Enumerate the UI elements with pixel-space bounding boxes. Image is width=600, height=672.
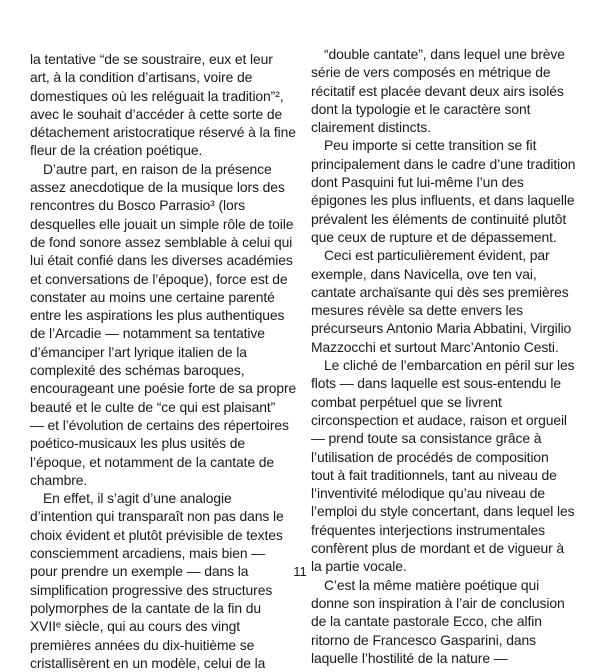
text-line: cantate archaïsante qui dès ses premières bbox=[311, 283, 569, 300]
text-line: épigones les plus influents, et dans laquelle bbox=[311, 192, 575, 209]
text-line: premières années du dix-huitième se bbox=[30, 636, 255, 653]
text-line: Le cliché de l’embarcation en péril sur les bbox=[324, 357, 575, 374]
text-line: choix évident et plutôt prévisible de textes bbox=[30, 526, 283, 543]
text-line: la partie vocale. bbox=[311, 558, 407, 575]
text-line: — et l’évolution de certains des répertoires bbox=[30, 416, 289, 433]
text-line: principalement dans le cadre d’une tradition bbox=[311, 155, 576, 172]
text-line: Ceci est particulièrement évident, par bbox=[324, 247, 550, 264]
page-number: 11 bbox=[293, 564, 307, 579]
text-line: de l’Arcadie — notamment sa tentative bbox=[30, 325, 265, 342]
text-line: de fond sonore assez semblable à celui qui bbox=[30, 233, 293, 250]
text-line: d’émanciper l’art lyrique italien de la bbox=[30, 343, 247, 360]
text-line: C’est la même matière poétique qui bbox=[324, 576, 540, 593]
text-line: desquelles elle jouait un simple rôle de toile bbox=[30, 215, 294, 232]
text-line: constater au moins une certaine parenté bbox=[30, 288, 275, 305]
text-line: consciemment arcadiens, mais bien — bbox=[30, 545, 266, 562]
text-line: entre les aspirations les plus authentiques bbox=[30, 307, 285, 324]
text-line: l’époque, et notamment de la cantate de bbox=[30, 453, 274, 470]
text-line: En effet, il s’agit d’une analogie bbox=[43, 490, 232, 507]
text-line: art, à la condition d’artisans, voire de bbox=[30, 69, 253, 86]
text-line: récitatif est placée devant deux airs isolés bbox=[311, 82, 564, 99]
text-line: l’emploi du style concertant, dans lequel les bbox=[311, 503, 575, 520]
text-line: D’autre part, en raison de la présence bbox=[43, 160, 272, 177]
text-line: polymorphes de la cantate de la fin du bbox=[30, 599, 261, 616]
text-line: laquelle l’hostilité de la nature — bbox=[311, 649, 508, 666]
text-line: fleur de la création poétique. bbox=[30, 142, 203, 159]
text-line: avec le souhait d’accéder à cette sorte de bbox=[30, 105, 283, 122]
text-line: mesures révèle sa dette envers les bbox=[311, 302, 524, 319]
text-line: chambre. bbox=[30, 471, 88, 488]
text-line: beauté et le culte de “ce qui est plaisant” bbox=[30, 398, 276, 415]
text-line: rencontres du Bosco Parrasio³ (lors bbox=[30, 197, 245, 214]
text-line: poético-musicaux les plus usités de bbox=[30, 435, 245, 452]
text-line: dont Pasquini fut lui-même l’un des bbox=[311, 174, 524, 191]
text-line: domestiques où les reléguait la tradition”², bbox=[30, 87, 284, 104]
text-line: l’inventivité mélodique qu’au niveau de bbox=[311, 485, 545, 502]
text-line: combat perpétuel que se livrent bbox=[311, 393, 502, 410]
text-line: circonspection et audace, raison et orgueil bbox=[311, 411, 567, 428]
text-line: Peu importe si cette transition se fit bbox=[324, 137, 537, 154]
text-line: tout à fait traditionnels, tant au niveau de bbox=[311, 466, 557, 483]
text-line: “double cantate”, dans lequel une brève bbox=[324, 46, 565, 62]
text-line: cristallisèrent en un modèle, celui de la bbox=[30, 654, 266, 671]
text-line: exemple, dans Navicella, ove ten vai, bbox=[311, 265, 537, 282]
text-line: pour prendre un exemple — dans la bbox=[30, 563, 249, 580]
text-line: série de vers composés en métrique de bbox=[311, 64, 551, 81]
text-line: XVIIᵉ siècle, qui au cours des vingt bbox=[30, 618, 241, 635]
text-line: prévalent les éléments de continuité plutôt bbox=[311, 210, 567, 227]
text-line: que ceux de rupture et de dépassement. bbox=[311, 228, 557, 245]
text-line: de la cantate pastorale Ecco, che alfin bbox=[311, 613, 542, 630]
text-line: la tentative “de se soustraire, eux et leur bbox=[30, 51, 273, 67]
text-line: Mazzocchi et surtout Marc’Antonio Cesti. bbox=[311, 338, 559, 355]
text-line: donne son inspiration à l’air de conclusion bbox=[311, 594, 565, 611]
text-line: confèrent plus de mordant et de vigueur à bbox=[311, 540, 565, 557]
text-line: d’intention qui transparaît non pas dans le bbox=[30, 508, 284, 525]
text-line: clairement distincts. bbox=[311, 119, 431, 136]
text-line: assez anecdotique de la musique lors des bbox=[30, 179, 285, 196]
text-line: l’utilisation de procédés de composition bbox=[311, 448, 549, 465]
text-line: dont la typologie et le caractère sont bbox=[311, 100, 531, 117]
text-line: précurseurs Antonio Maria Abbatini, Virgilio bbox=[311, 320, 572, 337]
text-line: — prend toute sa consistance grâce à bbox=[311, 430, 542, 447]
text-line: encourageant une poésie forte de sa propre bbox=[30, 380, 297, 397]
text-line: flots — dans laquelle est sous-entendu le bbox=[311, 375, 561, 392]
text-line: lui était confié dans les diverses académies bbox=[30, 252, 293, 269]
text-line: et conversations de l’époque), force est de bbox=[30, 270, 288, 287]
text-line: détachement aristocratique réservé à la fine bbox=[30, 124, 296, 141]
text-line: complexité des schémas baroques, bbox=[30, 362, 245, 379]
text-line: simplification progressive des structures bbox=[30, 581, 273, 598]
text-line: ritorno de Francesco Gasparini, dans bbox=[311, 631, 536, 648]
text-line: fréquentes interjections instrumentales bbox=[311, 521, 545, 538]
